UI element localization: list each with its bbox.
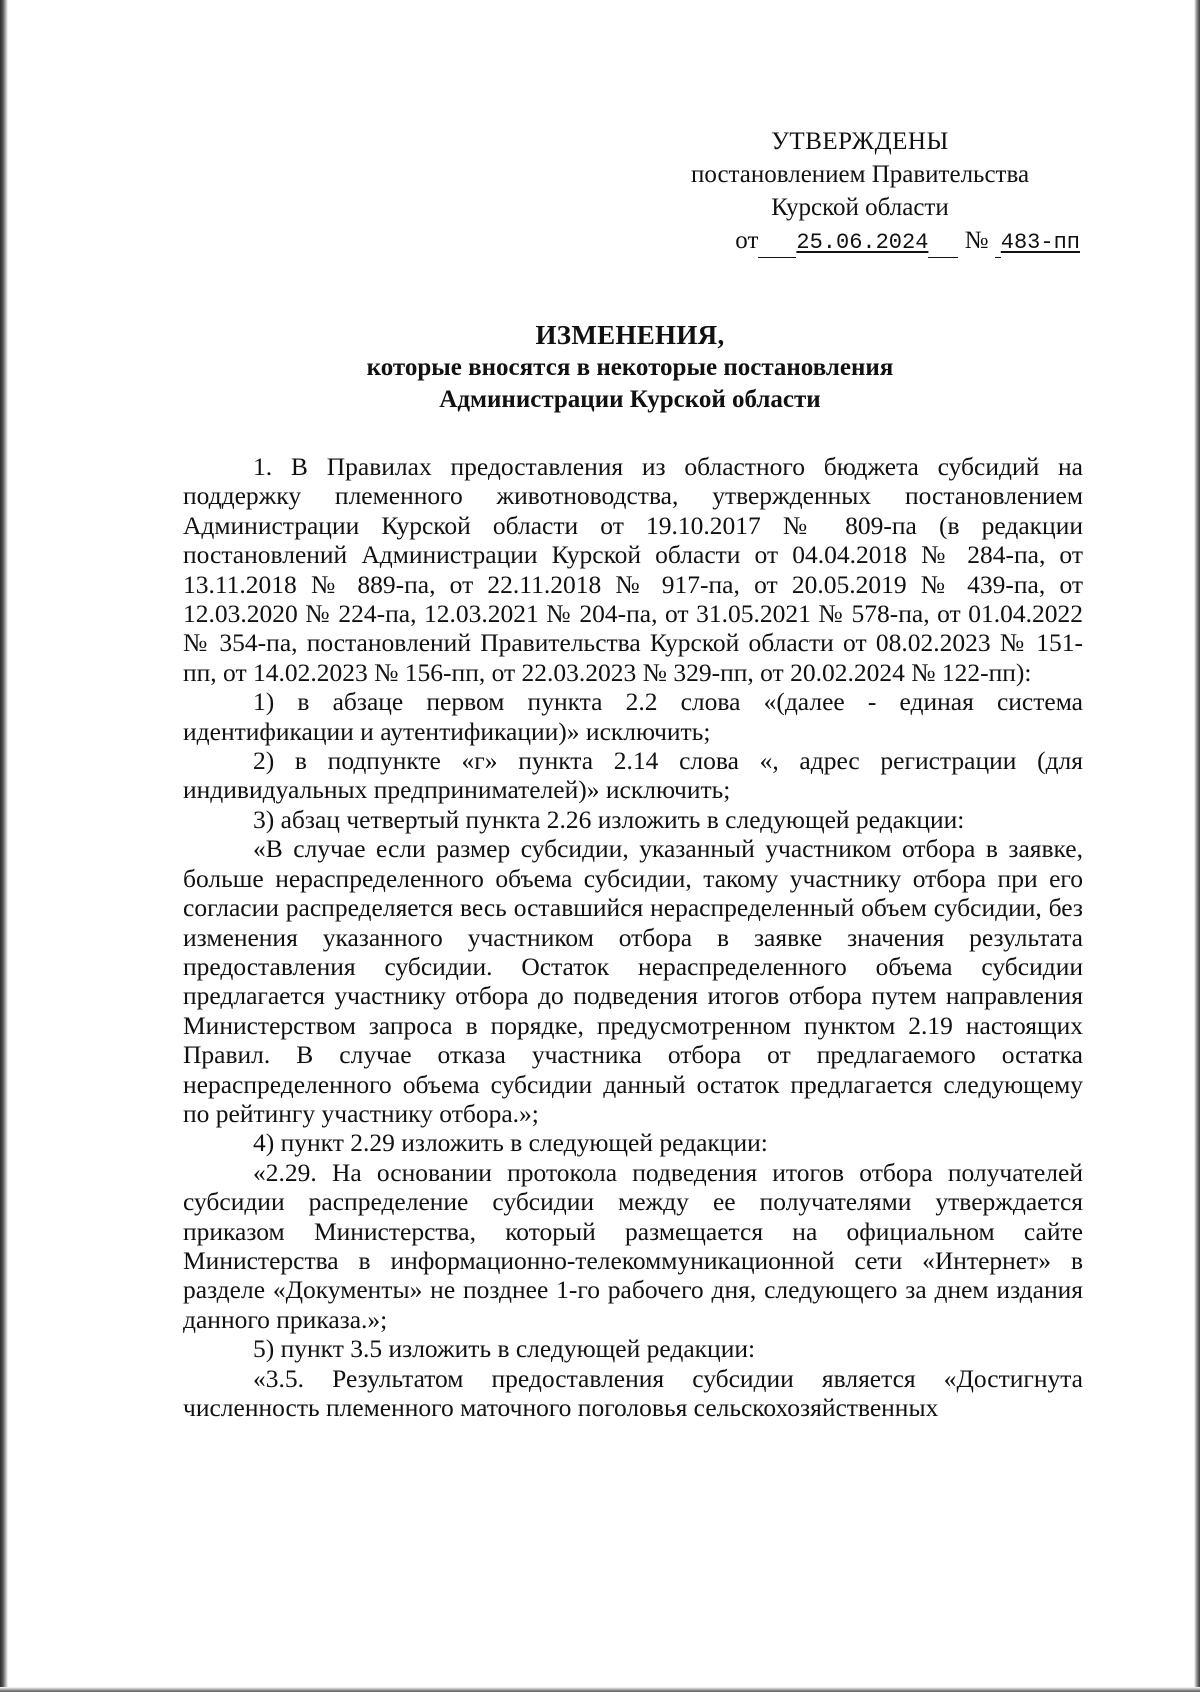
approval-line-2: Курской области (771, 194, 949, 221)
title-subtitle-1: которые вносятся в некоторые постановления (366, 354, 894, 381)
paragraph-3: 2) в подпункте «г» пункта 2.14 слова «, адрес регистрации (для индивидуальных предпринимателей)» исключить; (183, 746, 1083, 805)
approval-line-1: постановлением Правительства (690, 161, 1030, 188)
paragraph-7: «2.29. На основании протокола подведения итогов отбора получателей субсидии распределение субсидии между ее получателями утверждается приказом Министерства, который размещается на официальном сайте Министерства в информационно-телекоммуникационной сети «Интернет» в разделе «Документы» не позднее 1-го рабочего дня, следующего за днем издания данного приказа.»; (183, 1157, 1083, 1334)
approval-stamp (640, 125, 1080, 259)
paragraph-6: 4) пункт 2.29 изложить в следующей редакции: (253, 1128, 768, 1158)
title-main: ИЗМЕНЕНИЯ, (535, 320, 725, 350)
paragraph-5: «В случае если размер субсидии, указанный участником отбора в заявке, больше нераспределенного объема субсидии, такому участнику отбора при его согласии распределяется весь оставшийся нераспределенный объем субсидии, без изменения указанного участником отбора в заявке значения результата предоставления субсидии. Остаток нераспределенного объема субсидии предлагается участнику отбора до подведения итогов отбора путем направления Министерством запроса в порядке, предусмотренном пунктом 2.19 настоящих Правил. В случае отказа участника отбора от предлагаемого остатка нераспределенного объема субсидии данный остаток предлагается следующему по рейтингу участнику отбора.»; (183, 834, 1083, 1128)
date-underline-right (928, 224, 958, 258)
paragraph-9: «3.5. Результатом предоставления субсидии является «Достигнута численность племенного маточного поголовья сельскохозяйственных (183, 1363, 1083, 1422)
approval-from-prefix: от (735, 227, 759, 254)
date-underline-left (758, 224, 796, 258)
paragraph-2: 1) в абзаце первом пункта 2.2 слова «(далее - единая система идентификации и аутентификации)» исключить; (183, 687, 1083, 746)
document-body (183, 452, 1083, 1422)
approval-date: 25.06.2024 (796, 230, 929, 255)
approval-number-sign: № (964, 227, 989, 254)
paragraph-8: 5) пункт 3.5 изложить в следующей редакции: (253, 1334, 756, 1364)
paragraph-4: 3) абзац четвертый пункта 2.26 изложить в следующей редакции: (253, 804, 965, 834)
approval-number: 483-пп (1000, 230, 1080, 255)
paragraph-1: 1. В Правилах предоставления из областного бюджета субсидий на поддержку племенного животноводства, утвержденных постановлением Администрации Курской области от 19.10.2017 № 809-па (в редакции постановлений Администрации Курской области от 04.04.2018 № 284-па, от 13.11.2018 № 889-па, от 22.11.2018 № 917-па, от 20.05.2019 № 439-па, от 12.03.2020 № 224-па, 12.03.2021 № 204-па, от 31.05.2021 № 578-па, от 01.04.2022 № 354-па, постановлений Правительства Курской области от 08.02.2023 № 151-пп, от 14.02.2023 № 156-пп, от 22.03.2023 № 329-пп, от 20.02.2024 № 122-пп): (183, 452, 1083, 687)
approval-heading: УТВЕРЖДЕНЫ (771, 128, 949, 155)
scan-bottom-edge (0, 1687, 1200, 1692)
document-title (180, 318, 1080, 416)
scan-right-edge (1194, 0, 1200, 1692)
scan-left-edge (0, 0, 8, 1692)
title-subtitle-2: Администрации Курской области (439, 386, 821, 413)
approval-date-line (640, 224, 1080, 259)
